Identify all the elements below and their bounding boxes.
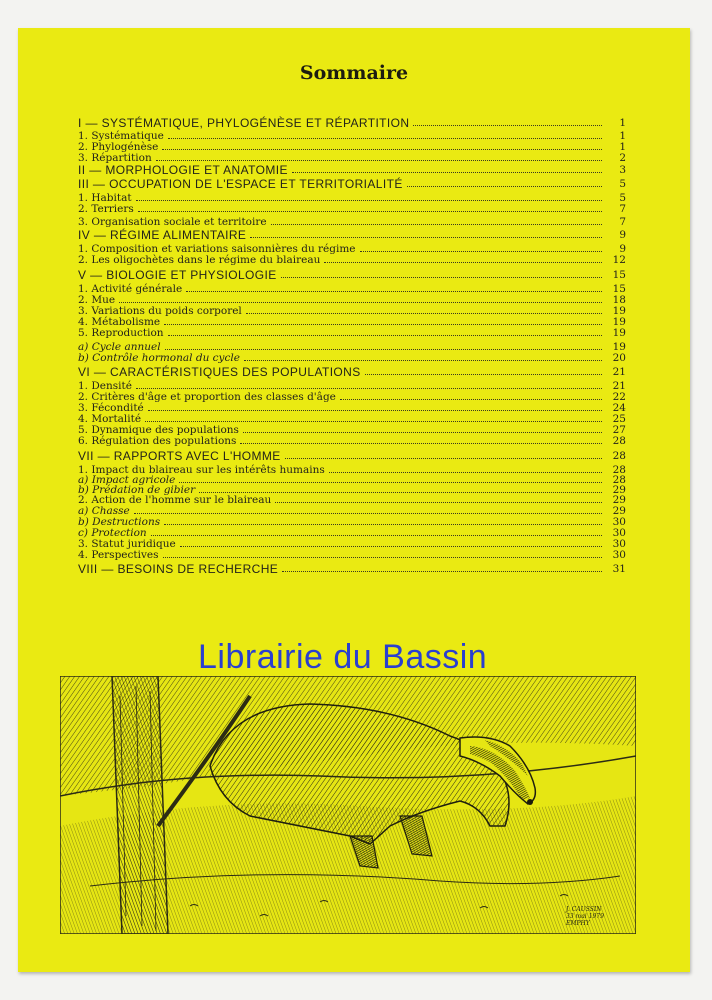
toc-leader-dots	[282, 571, 602, 572]
toc-label: 3. Répartition	[78, 152, 152, 164]
toc-entry-row	[78, 215, 626, 228]
toc-page-number: 22	[612, 391, 626, 403]
toc-section-row	[78, 562, 626, 575]
toc-leader-dots	[148, 410, 602, 411]
toc-leader-dots	[246, 313, 602, 314]
toc-leader-dots	[145, 421, 602, 422]
toc-leader-dots	[168, 138, 602, 139]
toc-page-number: 30	[612, 527, 626, 539]
toc-page-number: 15	[612, 283, 626, 295]
toc-label: b) Contrôle hormonal du cycle	[78, 352, 240, 364]
toc-page-number: 29	[612, 484, 626, 496]
badger-illustration	[60, 676, 636, 934]
toc-page-number: 9	[619, 229, 626, 241]
toc-label: 1. Habitat	[78, 192, 132, 204]
toc-label: 1. Densité	[78, 380, 132, 392]
toc-label: c) Protection	[78, 527, 147, 539]
toc-page-number: 28	[612, 435, 626, 447]
toc-label: VI — CARACTÉRISTIQUES DES POPULATIONS	[78, 365, 361, 379]
toc-label: 4. Métabolisme	[78, 316, 161, 328]
toc-page-number: 28	[612, 464, 626, 476]
toc-page-number: 5	[619, 192, 626, 204]
toc-page-number: 19	[612, 341, 626, 353]
toc-entry-row	[78, 351, 626, 364]
toc-page-number: 25	[612, 413, 626, 425]
toc-label: VIII — BESOINS DE RECHERCHE	[78, 562, 279, 576]
toc-leader-dots	[324, 262, 602, 263]
toc-section-row	[78, 365, 626, 378]
toc-entry-row	[78, 202, 626, 215]
toc-label: a) Chasse	[78, 505, 130, 517]
toc-page-number: 27	[612, 424, 626, 436]
toc-page-number: 28	[612, 474, 626, 486]
toc-leader-dots	[138, 211, 602, 212]
toc-entry-row	[78, 326, 626, 339]
toc-label: 3. Statut juridique	[78, 538, 176, 550]
toc-page-number: 19	[612, 327, 626, 339]
toc-page-number: 18	[612, 294, 626, 306]
toc-label: b) Prédation de gibier	[78, 484, 196, 496]
toc-page-number: 30	[612, 538, 626, 550]
toc-page-number: 5	[619, 178, 626, 190]
toc-label: 3. Fécondité	[78, 402, 144, 414]
toc-leader-dots	[275, 502, 602, 503]
toc-leader-dots	[163, 557, 603, 558]
toc-leader-dots	[271, 224, 602, 225]
toc-page-number: 24	[612, 402, 626, 414]
toc-section-row	[78, 228, 626, 241]
toc-leader-dots	[134, 513, 602, 514]
toc-page-number: 21	[612, 366, 626, 378]
toc-page-number: 12	[612, 254, 626, 266]
toc-section-row	[78, 177, 626, 190]
toc-leader-dots	[186, 291, 602, 292]
toc-label: 1. Systématique	[78, 130, 164, 142]
toc-leader-dots	[244, 360, 602, 361]
toc-leader-dots	[162, 149, 602, 150]
toc-page-number: 21	[612, 380, 626, 392]
toc-leader-dots	[164, 524, 602, 525]
toc-label: 2. Phylogénèse	[78, 141, 159, 153]
toc-leader-dots	[151, 535, 602, 536]
toc-label: 1. Composition et variations saisonnières du régime	[78, 243, 356, 255]
toc-label: 3. Organisation sociale et territoire	[78, 216, 267, 228]
toc-leader-dots	[340, 399, 602, 400]
toc-leader-dots	[243, 432, 602, 433]
toc-label: 2. Mue	[78, 294, 116, 306]
toc-leader-dots	[136, 200, 602, 201]
toc-page-number: 1	[619, 130, 626, 142]
toc-leader-dots	[240, 443, 602, 444]
toc-leader-dots	[365, 374, 602, 375]
toc-page-number: 30	[612, 549, 626, 561]
toc-page-number: 19	[612, 316, 626, 328]
toc-label: b) Destructions	[78, 516, 161, 528]
toc-label: 6. Régulation des populations	[78, 435, 237, 447]
toc-page-number: 29	[612, 494, 626, 506]
toc-label: 2. Terriers	[78, 203, 134, 215]
toc-page-number: 20	[612, 352, 626, 364]
watermark-text: Librairie du Bassin	[198, 638, 488, 676]
toc-label: a) Impact agricole	[78, 474, 176, 486]
toc-page-number: 1	[619, 141, 626, 153]
toc-label: 5. Dynamique des populations	[78, 424, 239, 436]
toc-label: 3. Variations du poids corporel	[78, 305, 242, 317]
toc-leader-dots	[136, 388, 602, 389]
toc-leader-dots	[250, 237, 602, 238]
toc-entry-row	[78, 253, 626, 266]
toc-entry-row	[78, 548, 626, 561]
toc-section-row	[78, 449, 626, 462]
toc-label: 1. Impact du blaireau sur les intérêts humains	[78, 464, 325, 476]
toc-leader-dots	[285, 458, 602, 459]
toc-page-number: 19	[612, 305, 626, 317]
booklet-page	[18, 28, 690, 972]
toc-leader-dots	[292, 172, 602, 173]
toc-label: IV — RÉGIME ALIMENTAIRE	[78, 228, 247, 242]
artist-signature: J. CAUSSIN 33 mai 1979 EMPHY	[566, 906, 604, 927]
toc-label: V — BIOLOGIE ET PHYSIOLOGIE	[78, 268, 277, 282]
toc-page-number: 9	[619, 243, 626, 255]
toc-page-number: 7	[619, 216, 626, 228]
toc-leader-dots	[165, 349, 602, 350]
toc-label: II — MORPHOLOGIE ET ANATOMIE	[78, 163, 288, 177]
toc-section-row	[78, 163, 626, 176]
toc-leader-dots	[360, 251, 602, 252]
toc-label: a) Cycle annuel	[78, 341, 161, 353]
toc-page-number: 31	[612, 563, 626, 575]
toc-leader-dots	[180, 546, 602, 547]
toc-section-row	[78, 268, 626, 281]
toc-leader-dots	[407, 186, 602, 187]
toc-section-row	[78, 116, 626, 129]
page-title: Sommaire	[299, 62, 409, 84]
toc-page-number: 15	[612, 269, 626, 281]
toc-label: I — SYSTÉMATIQUE, PHYLOGÉNÈSE ET RÉPARTITION	[78, 116, 410, 130]
toc-page-number: 2	[619, 152, 626, 164]
toc-leader-dots	[156, 160, 602, 161]
toc-entry-row	[78, 434, 626, 447]
toc-label: III — OCCUPATION DE L'ESPACE ET TERRITORIALITÉ	[78, 177, 403, 191]
toc-page-number: 28	[612, 450, 626, 462]
toc-label: 2. Critères d'âge et proportion des classes d'âge	[78, 391, 336, 403]
toc-page-number: 7	[619, 203, 626, 215]
toc-page-number: 3	[619, 164, 626, 176]
toc-label: 2. Action de l'homme sur le blaireau	[78, 494, 272, 506]
toc-page-number: 30	[612, 516, 626, 528]
toc-leader-dots	[413, 125, 602, 126]
toc-label: VII — RAPPORTS AVEC L'HOMME	[78, 449, 281, 463]
toc-leader-dots	[168, 335, 602, 336]
toc-leader-dots	[281, 277, 602, 278]
toc-label: 2. Les oligochètes dans le régime du blaireau	[78, 254, 321, 266]
toc-page-number: 1	[619, 117, 626, 129]
toc-label: 4. Perspectives	[78, 549, 159, 561]
toc-label: 4. Mortalité	[78, 413, 142, 425]
toc-leader-dots	[164, 324, 602, 325]
toc-label: 1. Activité générale	[78, 283, 183, 295]
toc-leader-dots	[119, 302, 602, 303]
toc-label: 5. Reproduction	[78, 327, 164, 339]
toc-page-number: 29	[612, 505, 626, 517]
